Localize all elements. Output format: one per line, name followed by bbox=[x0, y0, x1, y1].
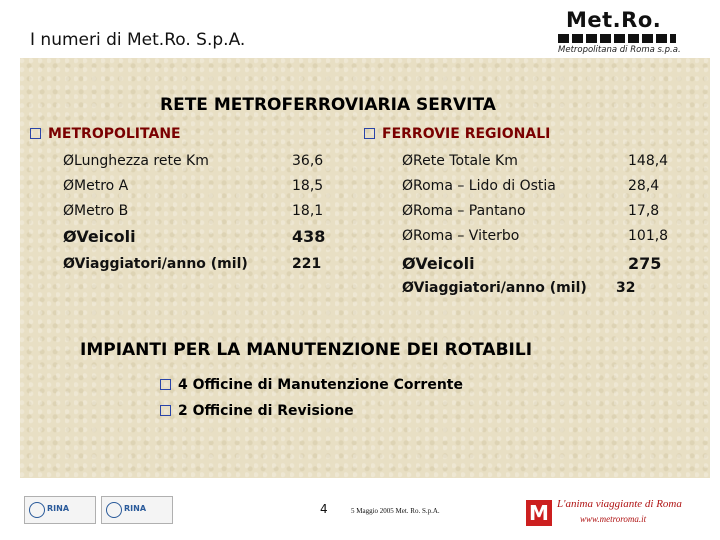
main-heading: RETE METROFERROVIARIA SERVITA bbox=[160, 95, 496, 115]
ferrovie-row-label: ØRete Totale Km bbox=[402, 153, 518, 169]
metro-row-label: ØVeicoli bbox=[63, 227, 136, 246]
metro-row-label: ØMetro A bbox=[63, 178, 129, 194]
logo-subtitle: Metropolitana di Roma s.p.a. bbox=[558, 45, 681, 55]
footer-slogan: L'anima viaggiante di Roma bbox=[557, 498, 682, 510]
slide-title: I numeri di Met.Ro. S.p.A. bbox=[30, 30, 246, 50]
ferrovie-row-value: 101,8 bbox=[628, 228, 669, 244]
slide-header bbox=[0, 0, 720, 58]
certification-badge bbox=[24, 496, 96, 524]
footer-website: www.metroroma.it bbox=[580, 514, 647, 524]
certification-name: RINA bbox=[124, 504, 147, 513]
metro-row-value: 18,5 bbox=[292, 178, 324, 194]
ferrovie-row-value: 17,8 bbox=[628, 203, 660, 219]
certification-seal-icon bbox=[29, 502, 45, 518]
metro-row-value: 36,6 bbox=[292, 153, 324, 169]
impianti-item bbox=[160, 403, 354, 419]
metro-m-logo: M bbox=[526, 500, 552, 526]
ferrovie-row-value: 275 bbox=[628, 254, 662, 273]
checkbox-bullet-icon bbox=[160, 405, 171, 416]
ferrovie-row-label: ØRoma – Viterbo bbox=[402, 228, 520, 244]
certification-name: RINA bbox=[47, 504, 70, 513]
section-heading: FERROVIE REGIONALI bbox=[382, 126, 551, 142]
ferrovie-row-value: 28,4 bbox=[628, 178, 660, 194]
certification-seal-icon bbox=[106, 502, 122, 518]
metro-row-label: ØMetro B bbox=[63, 203, 129, 219]
certification-badge bbox=[101, 496, 173, 524]
logo-stripe-bar bbox=[558, 34, 676, 43]
checkbox-bullet-icon bbox=[364, 128, 375, 139]
checkbox-bullet-icon bbox=[160, 379, 171, 390]
impianti-heading: IMPIANTI PER LA MANUTENZIONE DEI ROTABILI bbox=[80, 340, 533, 360]
ferrovie-row-label: ØRoma – Lido di Ostia bbox=[402, 178, 556, 194]
checkbox-bullet-icon bbox=[30, 128, 41, 139]
footer-date: 5 Maggio 2005 Met. Ro. S.p.A. bbox=[351, 507, 440, 515]
ferrovie-row-value: 32 bbox=[616, 280, 636, 296]
ferrovie-row-label: ØViaggiatori/anno (mil) bbox=[402, 280, 587, 296]
impianti-item-text: 4 Officine di Manutenzione Corrente bbox=[178, 377, 463, 393]
metro-row-label: ØLunghezza rete Km bbox=[63, 153, 209, 169]
impianti-item bbox=[160, 377, 463, 393]
logo-wordmark: Met.Ro. bbox=[566, 8, 662, 32]
metro-row-value: 221 bbox=[292, 256, 322, 272]
section-metropolitane bbox=[30, 126, 181, 142]
metro-row-value: 438 bbox=[292, 227, 326, 246]
ferrovie-row-label: ØVeicoli bbox=[402, 254, 475, 273]
metro-row-value: 18,1 bbox=[292, 203, 324, 219]
section-ferrovie-regionali bbox=[364, 126, 550, 142]
metro-row-label: ØViaggiatori/anno (mil) bbox=[63, 256, 248, 272]
ferrovie-row-value: 148,4 bbox=[628, 153, 669, 169]
impianti-item-text: 2 Officine di Revisione bbox=[178, 403, 354, 419]
ferrovie-row-label: ØRoma – Pantano bbox=[402, 203, 526, 219]
metro-logo bbox=[558, 8, 688, 56]
section-heading: METROPOLITANE bbox=[48, 126, 181, 142]
page-number: 4 bbox=[320, 502, 328, 516]
